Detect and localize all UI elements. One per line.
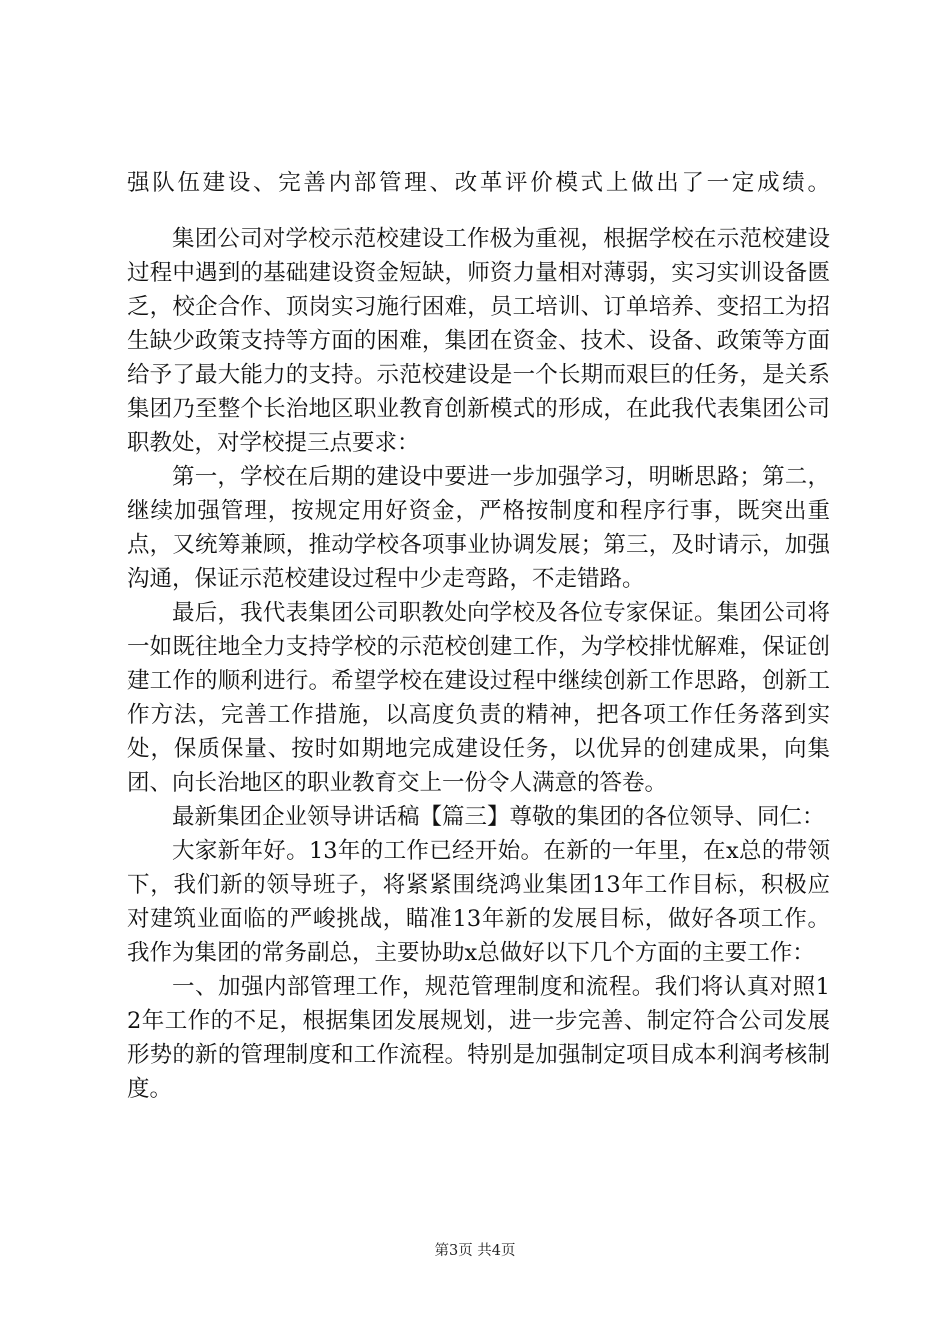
document-body (127, 166, 830, 1106)
continuation-line: 强队伍建设、完善内部管理、改革评价模式上做出了一定成绩。 (127, 170, 830, 196)
paragraph-three-requirements: 第一，学校在后期的建设中要进一步加强学习，明晰思路；第二，继续加强管理，按规定用好资金，严格按制度和程序行事，既突出重点，又统筹兼顾，推动学校各项事业协调发展；第三，及时请示，加强沟通，保证示范校建设过程中少走弯路，不走错路。 (127, 464, 830, 592)
page-number-footer: 第3页 共4页 (434, 1243, 516, 1259)
paragraph-section-heading: 最新集团企业领导讲话稿【篇三】尊敬的集团的各位领导、同仁： (172, 804, 825, 830)
paragraph-internal-management: 一、加强内部管理工作，规范管理制度和流程。我们将认真对照12年工作的不足，根据集团发展规划，进一步完善、制定符合公司发展形势的新的管理制度和工作流程。特别是加强制定项目成本利润考核制度。 (127, 974, 830, 1102)
paragraph-commitment: 最后，我代表集团公司职教处向学校及各位专家保证。集团公司将一如既往地全力支持学校的示范校创建工作，为学校排忧解难，保证创建工作的顺利进行。希望学校在建设过程中继续创新工作思路，创新工作方法，完善工作措施，以高度负责的精神，把各项工作任务落到实处，保质保量、按时如期地完成建设任务，以优异的创建成果，向集团、向长治地区的职业教育交上一份令人满意的答卷。 (127, 600, 830, 796)
paragraph-school-support: 集团公司对学校示范校建设工作极为重视，根据学校在示范校建设过程中遇到的基础建设资金短缺，师资力量相对薄弱，实习实训设备匮乏，校企合作、顶岗实习施行困难，员工培训、订单培养、变招工为招生缺少政策支持等方面的困难，集团在资金、技术、设备、政策等方面给予了最大能力的支持。示范校建设是一个长期而艰巨的任务，是关系集团乃至整个长治地区职业教育创新模式的形成，在此我代表集团公司职教处，对学校提三点要求： (127, 226, 830, 456)
paragraph-new-year: 大家新年好。13年的工作已经开始。在新的一年里，在x总的带领下，我们新的领导班子，将紧紧围绕鸿业集团13年工作目标，积极应对建筑业面临的严峻挑战，瞄准13年新的发展目标，做好各项工作。我作为集团的常务副总，主要协助x总做好以下几个方面的主要工作： (127, 838, 830, 966)
